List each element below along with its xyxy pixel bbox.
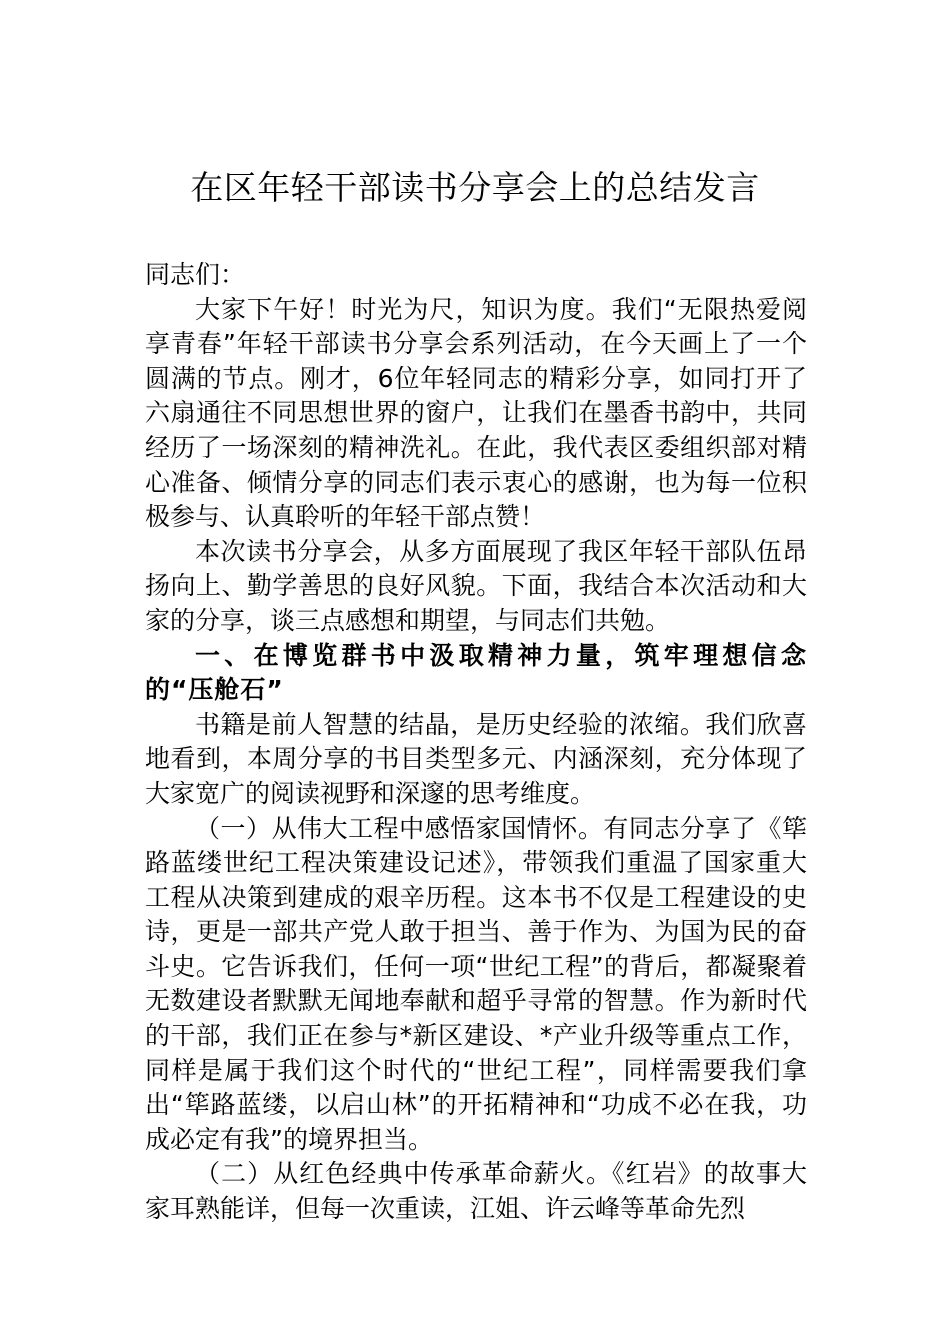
salutation: 同志们：	[145, 260, 246, 289]
document-title: 在区年轻干部读书分享会上的总结发言	[190, 168, 760, 207]
paragraph-opening: 大家下午好！时光为尺，知识为度。我们“无限热爱阅享青春”年轻干部读书分享会系列活动，在今天画上了一个圆满的节点。刚才，6位年轻同志的精彩分享，如同打开了六扇通往不同思想世界的窗户，让我们在墨香书韵中，共同经历了一场深刻的精神洗礼。在此，我代表区委组织部对精心准备、倾情分享的同志们表示衷心的感谢，也为每一位积极参与、认真聆听的年轻干部点赞！	[145, 294, 807, 532]
section-heading-1: 一、在博览群书中汲取精神力量，筑牢理想信念的“压舱石”	[145, 640, 807, 705]
paragraph-section-intro: 书籍是前人智慧的结晶，是历史经验的浓缩。我们欣喜地看到，本周分享的书目类型多元、内涵深刻，充分体现了大家宽广的阅读视野和深邃的思考维度。	[145, 709, 807, 808]
document-body	[145, 258, 807, 1227]
paragraph-subsection-1: （一）从伟大工程中感悟家国情怀。有同志分享了《筚路蓝缕世纪工程决策建设记述》，带领我们重温了国家重大工程从决策到建成的艰辛历程。这本书不仅是工程建设的史诗，更是一部共产党人敢于担当、善于作为、为国为民的奋斗史。它告诉我们，任何一项“世纪工程”的背后，都凝聚着无数建设者默默无闻地奉献和超乎寻常的智慧。作为新时代的干部，我们正在参与*新区建设、*产业升级等重点工作，同样是属于我们这个时代的“世纪工程”，同样需要我们拿出“筚路蓝缕，以启山林”的开拓精神和“功成不必在我，功成必定有我”的境界担当。	[145, 813, 807, 1154]
paragraph-overview: 本次读书分享会，从多方面展现了我区年轻干部队伍昂扬向上、勤学善思的良好风貌。下面，我结合本次活动和大家的分享，谈三点感想和期望，与同志们共勉。	[145, 536, 807, 635]
paragraph-subsection-2: （二）从红色经典中传承革命薪火。《红岩》的故事大家耳熟能详，但每一次重读，江姐、许云峰等革命先烈	[145, 1159, 807, 1224]
